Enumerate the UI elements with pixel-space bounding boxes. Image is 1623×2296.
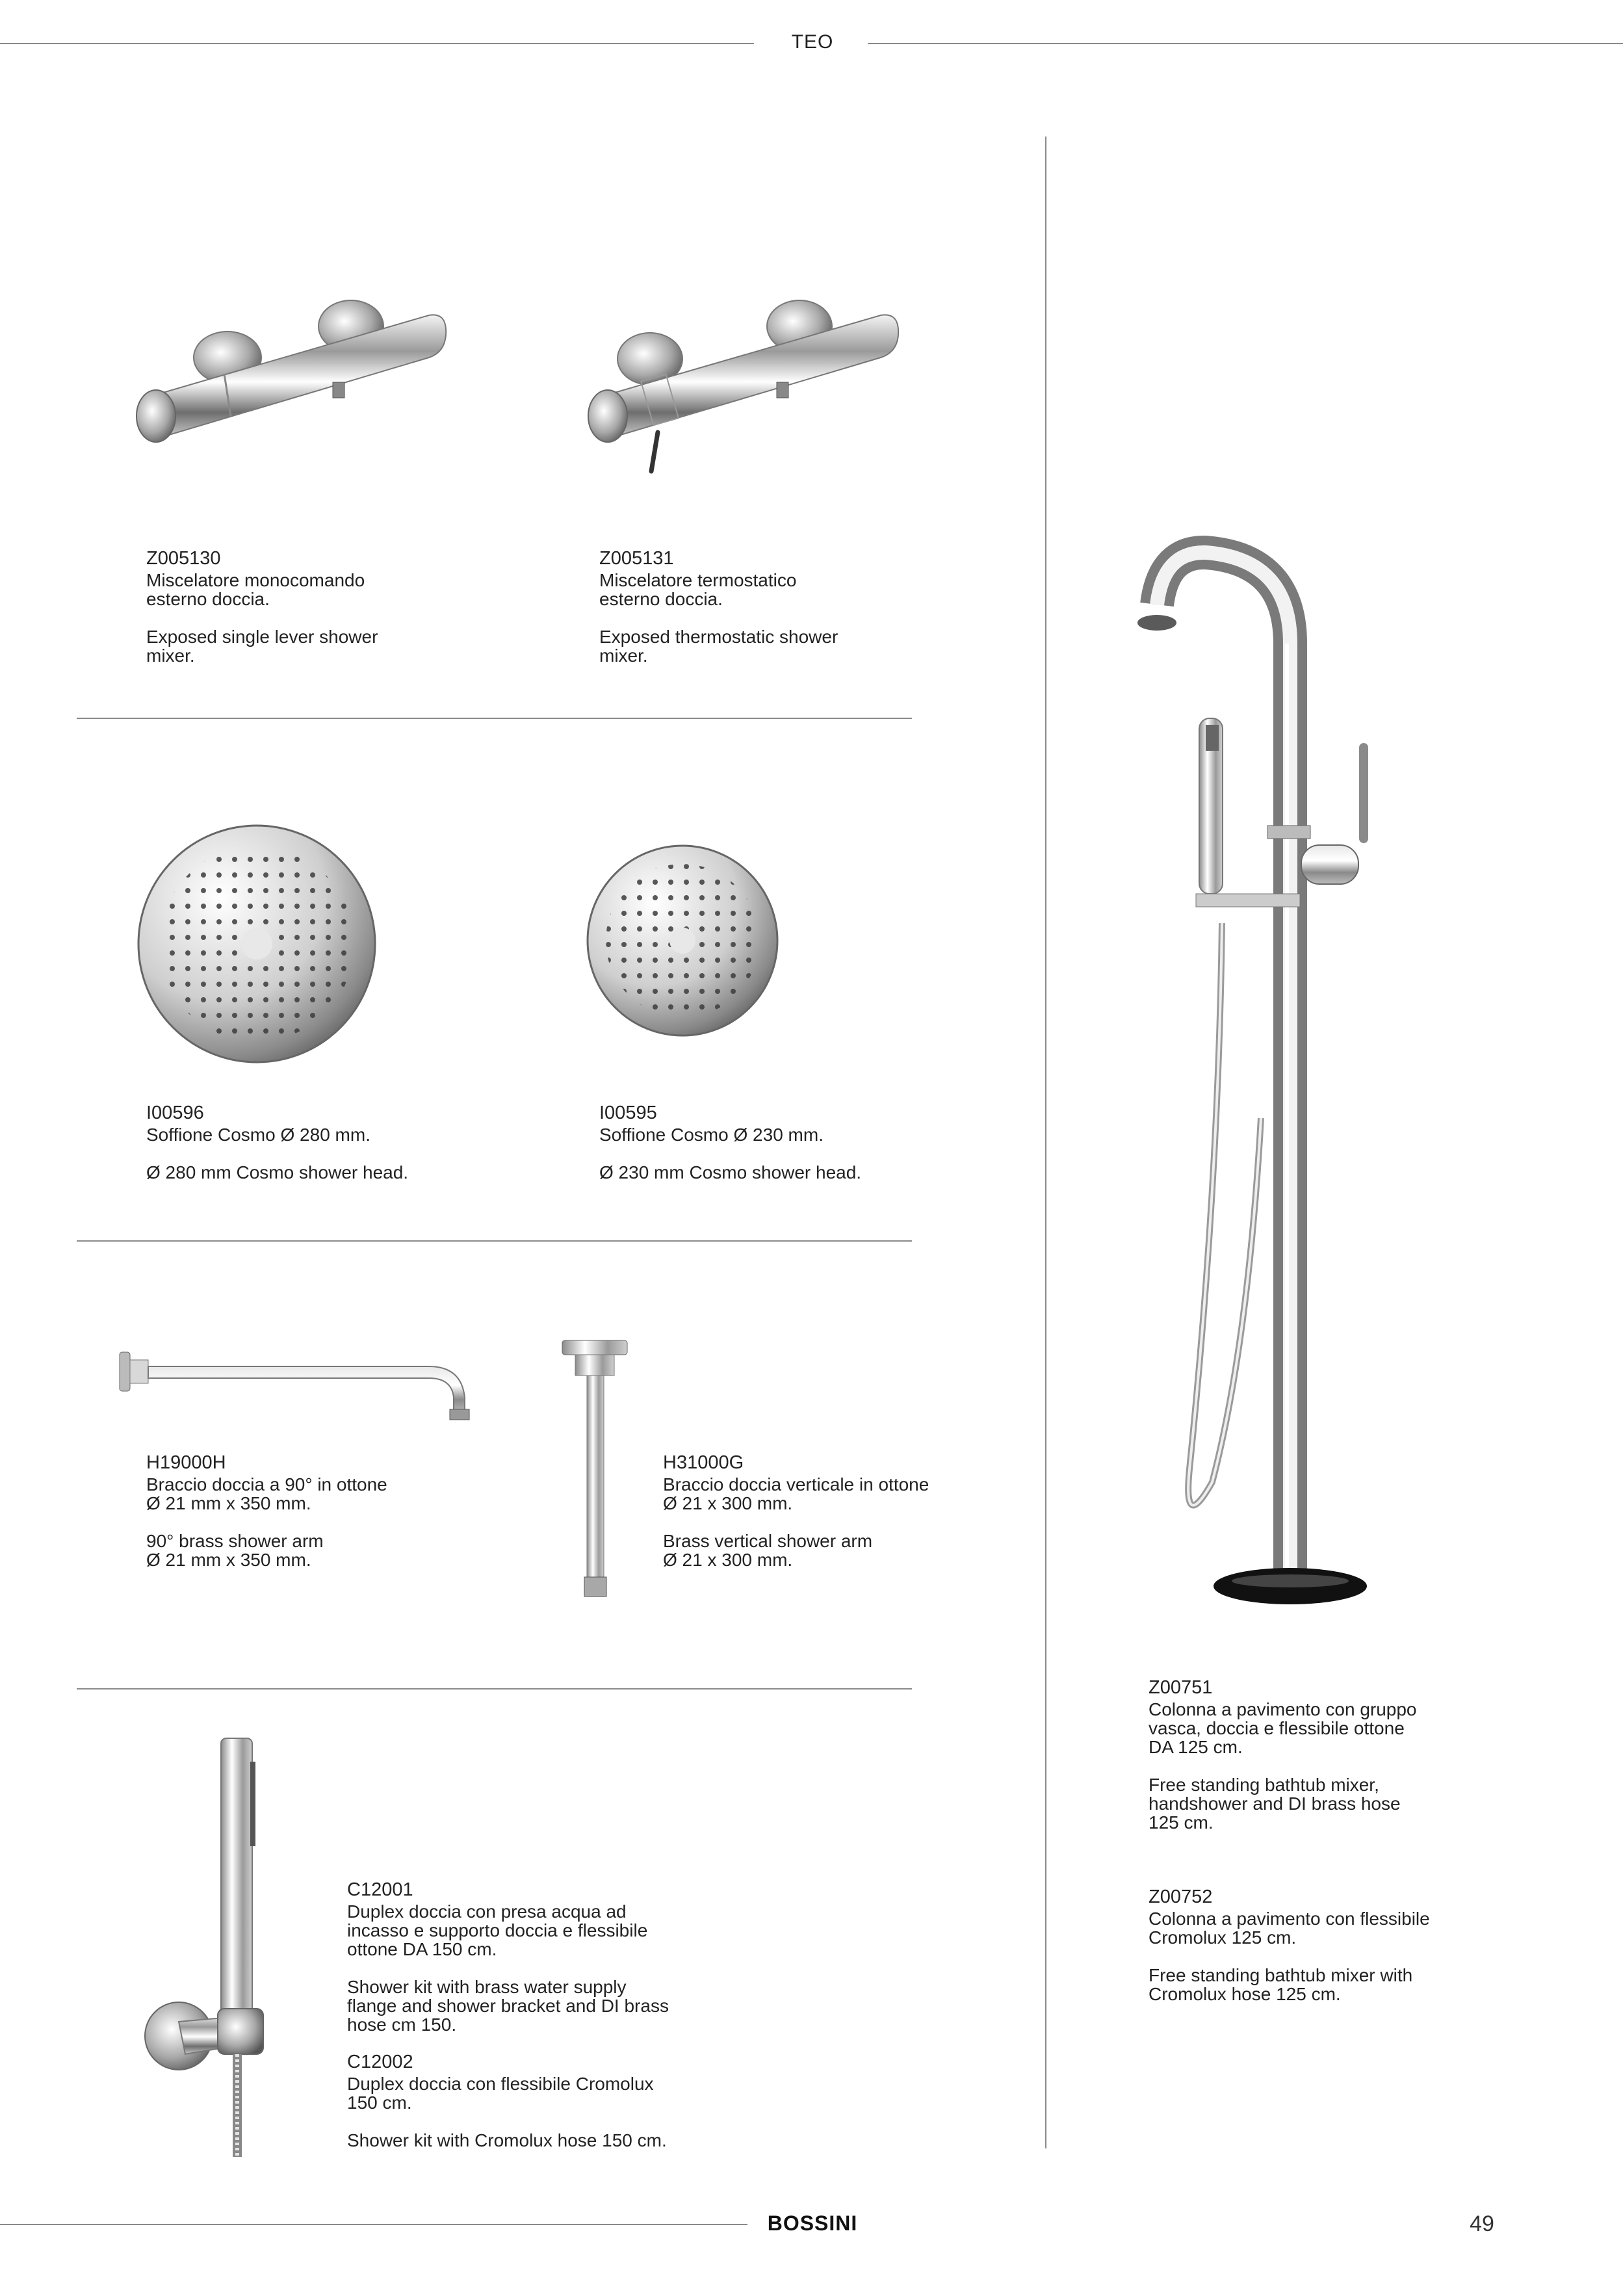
description-en: Ø 230 mm Cosmo shower head. <box>599 1162 862 1182</box>
description-en: 90° brass shower arm <box>146 1531 324 1551</box>
description-en: Exposed single lever shower <box>146 627 378 647</box>
shower-kit-image <box>140 1736 296 2158</box>
description-en: Free standing bathtub mixer with <box>1149 1965 1413 1985</box>
product-i00596 <box>146 1104 408 1182</box>
description-it: DA 125 cm. <box>1149 1737 1243 1757</box>
description-it: Colonna a pavimento con gruppo <box>1149 1699 1417 1719</box>
description-en: mixer. <box>599 646 648 666</box>
description-it: 150 cm. <box>347 2093 412 2113</box>
description-en: hose cm 150. <box>347 2015 457 2035</box>
description-it: incasso e supporto doccia e flessibile <box>347 1920 648 1940</box>
single-lever-mixer-image <box>130 286 455 468</box>
description-en: Cromolux hose 125 cm. <box>1149 1984 1341 2004</box>
row-divider-2 <box>77 1240 912 1242</box>
shower-head-230-image <box>585 843 780 1038</box>
product-z00751 <box>1149 1678 1417 1832</box>
header-rule-left <box>0 43 754 44</box>
page-number: 49 <box>1470 2211 1494 2236</box>
header-rule-right <box>868 43 1623 44</box>
description-it: esterno doccia. <box>599 589 723 609</box>
product-code: H31000G <box>663 1452 744 1473</box>
product-code: Z005130 <box>146 548 221 569</box>
product-code: Z00751 <box>1149 1677 1213 1698</box>
product-z005131 <box>599 549 838 665</box>
description-it: Ø 21 mm x 350 mm. <box>146 1493 311 1513</box>
description-it: Braccio doccia verticale in ottone <box>663 1474 929 1494</box>
description-it: Braccio doccia a 90° in ottone <box>146 1474 387 1494</box>
shower-head-280-image <box>133 820 380 1067</box>
description-it: Duplex doccia con presa acqua ad <box>347 1901 627 1922</box>
freestanding-bathtub-mixer-image <box>1092 533 1391 1612</box>
description-en: Ø 21 x 300 mm. <box>663 1550 793 1570</box>
description-en: Free standing bathtub mixer, <box>1149 1775 1379 1795</box>
description-it: Cromolux 125 cm. <box>1149 1927 1297 1948</box>
product-code: C12002 <box>347 2052 413 2072</box>
description-en: 125 cm. <box>1149 1812 1214 1833</box>
description-en: Ø 21 mm x 350 mm. <box>146 1550 311 1570</box>
thermostatic-mixer-image <box>585 286 910 475</box>
description-en: Exposed thermostatic shower <box>599 627 838 647</box>
footer-rule <box>0 2224 747 2225</box>
description-it: Miscelatore termostatico <box>599 570 797 590</box>
vertical-shower-arm-image <box>556 1338 634 1601</box>
row-divider-1 <box>77 718 912 719</box>
column-divider <box>1045 137 1046 2148</box>
description-en: Brass vertical shower arm <box>663 1531 873 1551</box>
product-code: Z005131 <box>599 548 674 569</box>
product-code: I00595 <box>599 1102 657 1123</box>
description-it: Miscelatore monocomando <box>146 570 365 590</box>
row-divider-3 <box>77 1688 912 1689</box>
description-en: mixer. <box>146 646 195 666</box>
description-it: ottone DA 150 cm. <box>347 1939 497 1959</box>
product-code: H19000H <box>146 1452 226 1473</box>
description-it: vasca, doccia e flessibile ottone <box>1149 1718 1405 1738</box>
page-header-title: TEO <box>791 31 834 53</box>
product-code: C12001 <box>347 1879 413 1900</box>
description-it: Soffione Cosmo Ø 280 mm. <box>146 1125 370 1145</box>
product-c12001 <box>347 1881 669 2034</box>
description-en: flange and shower bracket and DI brass <box>347 1996 669 2016</box>
description-en: Shower kit with Cromolux hose 150 cm. <box>347 2130 667 2150</box>
product-h31000g <box>663 1454 929 1569</box>
shower-arm-90-image <box>117 1333 481 1424</box>
product-h19000h <box>146 1454 387 1569</box>
description-en: Ø 280 mm Cosmo shower head. <box>146 1162 409 1182</box>
description-en: handshower and DI brass hose <box>1149 1794 1401 1814</box>
description-it: Duplex doccia con flessibile Cromolux <box>347 2074 654 2094</box>
product-i00595 <box>599 1104 861 1182</box>
product-code: I00596 <box>146 1102 204 1123</box>
product-z00752 <box>1149 1888 1430 2003</box>
description-it: esterno doccia. <box>146 589 270 609</box>
product-z005130 <box>146 549 378 665</box>
description-it: Ø 21 x 300 mm. <box>663 1493 793 1513</box>
description-en: Shower kit with brass water supply <box>347 1977 627 1997</box>
product-c12002 <box>347 2053 667 2150</box>
brand-logo: BOSSINI <box>767 2211 858 2235</box>
description-it: Soffione Cosmo Ø 230 mm. <box>599 1125 824 1145</box>
description-it: Colonna a pavimento con flessibile <box>1149 1909 1430 1929</box>
product-code: Z00752 <box>1149 1886 1213 1907</box>
